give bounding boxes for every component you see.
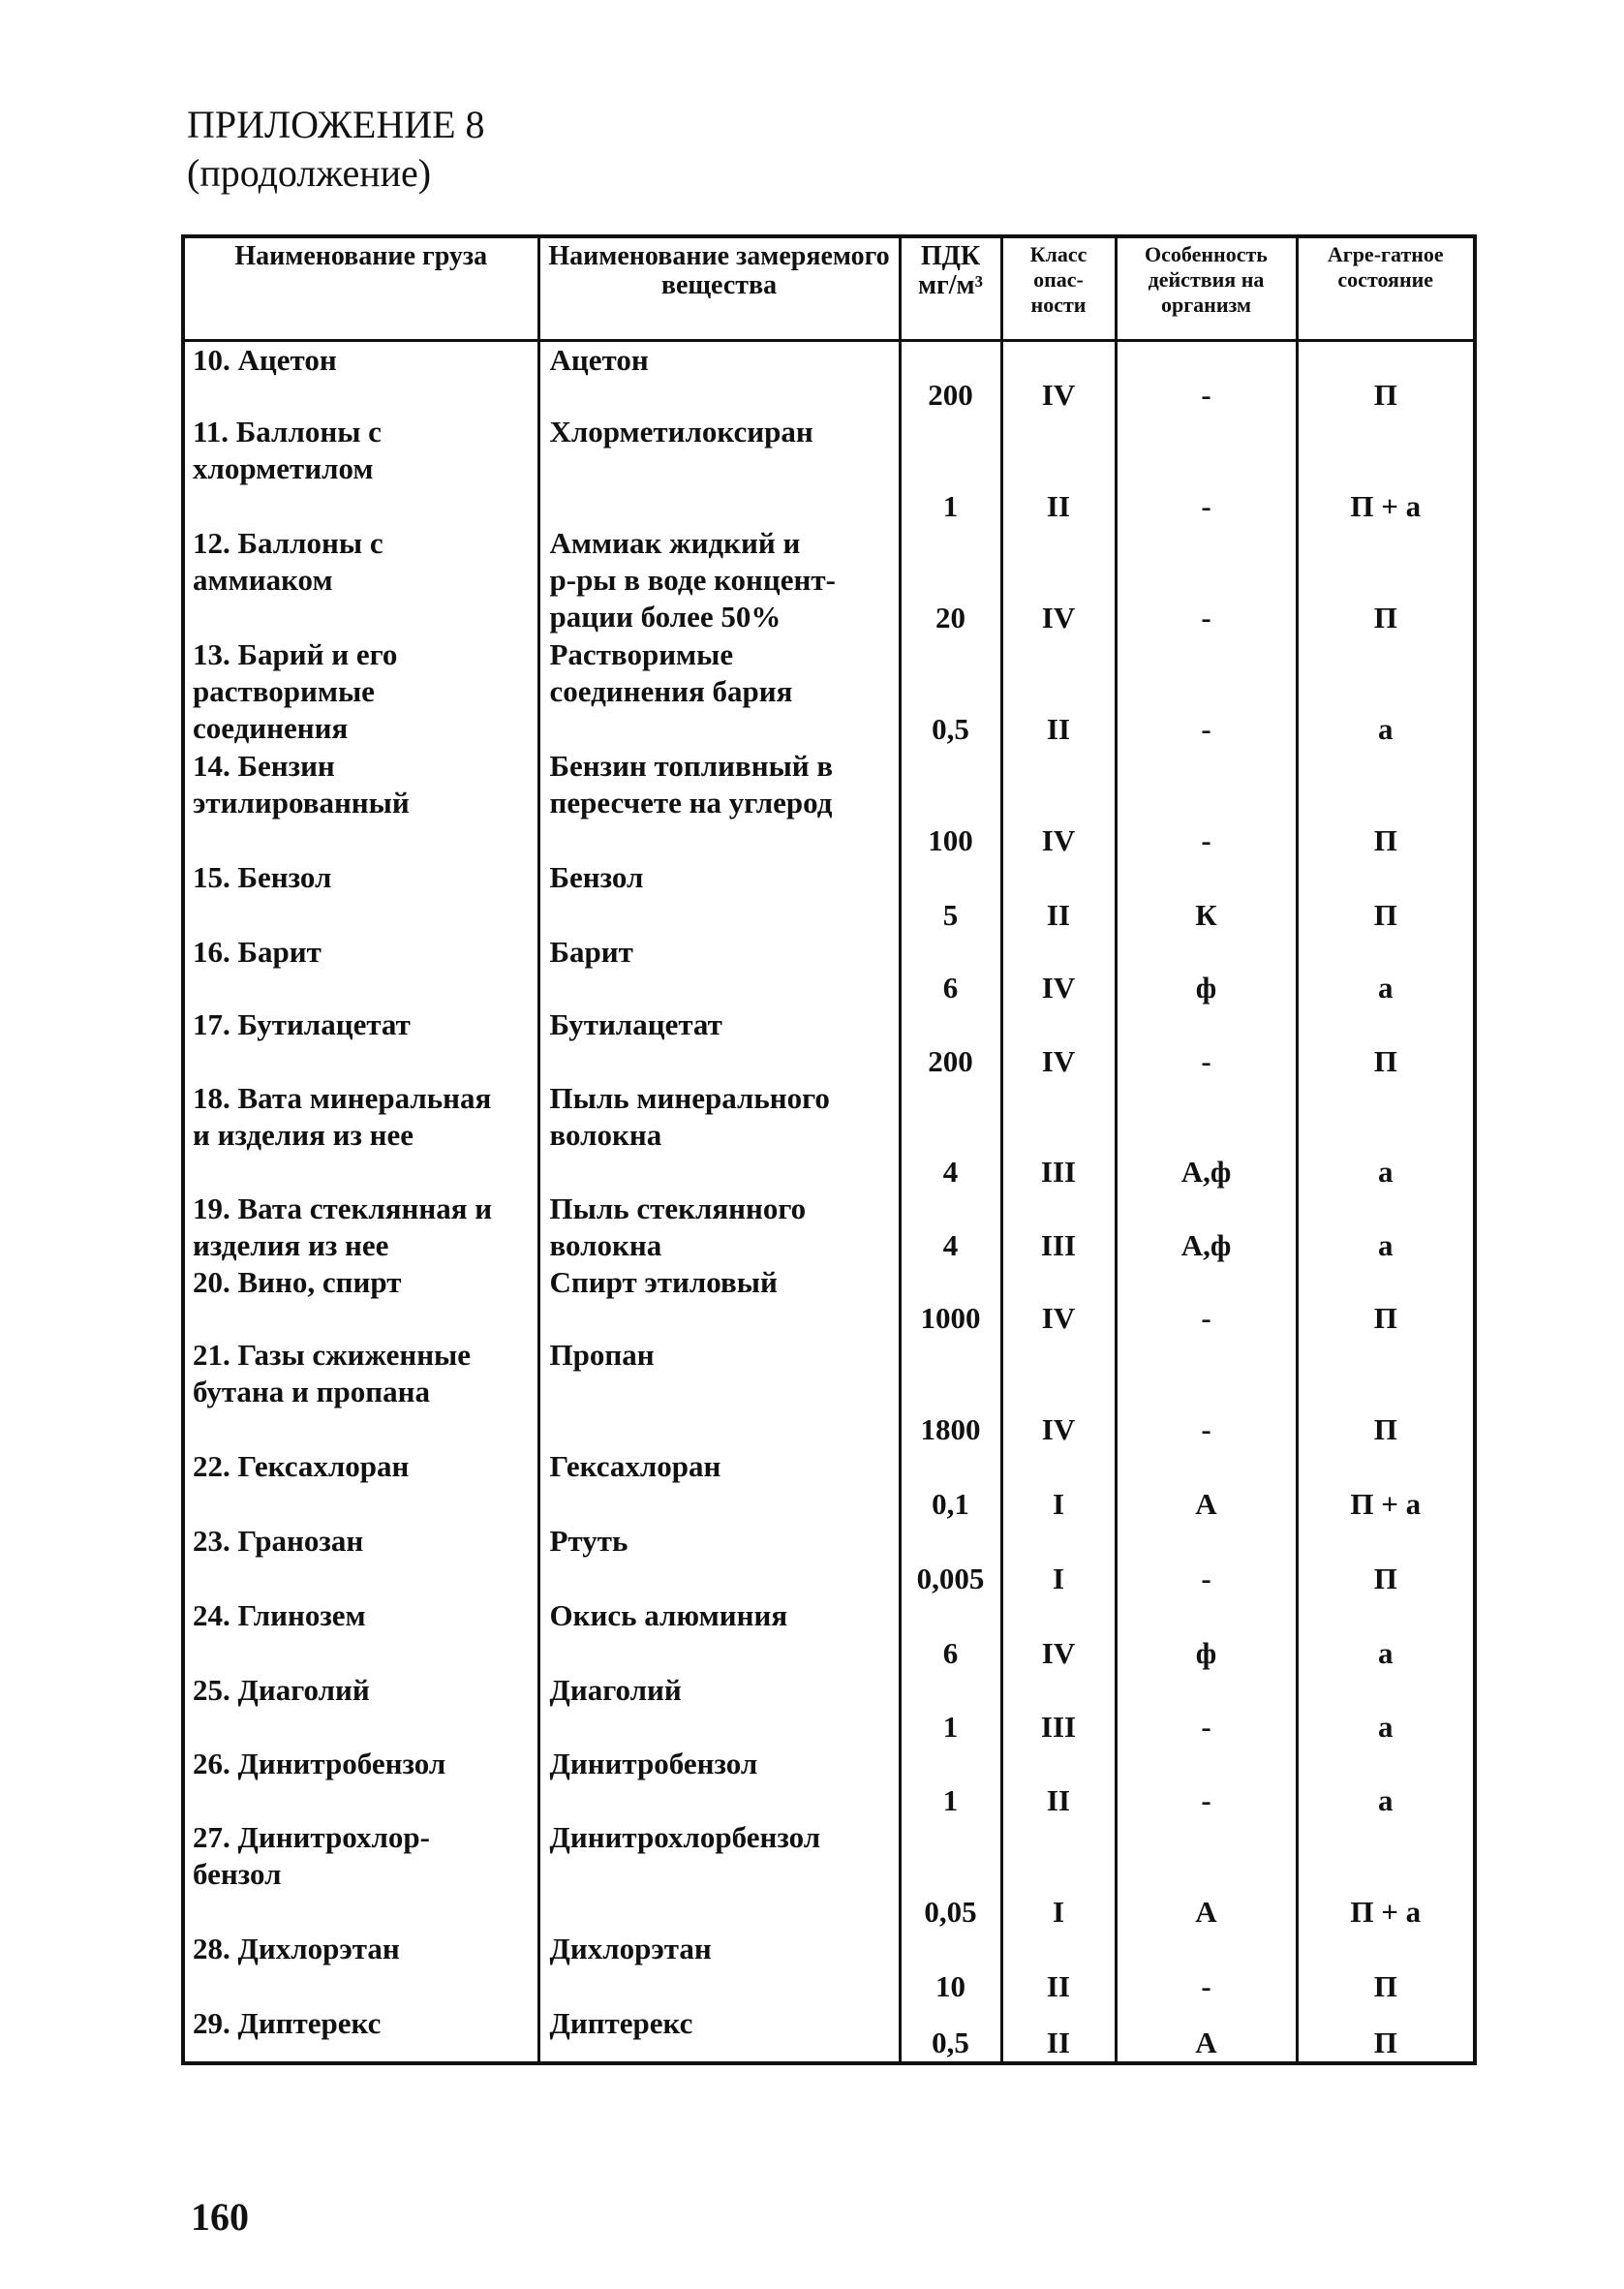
pdk-cell: 200 [900,341,1001,414]
aggregate-state-cell: а [1297,1672,1475,1746]
substance-cell: Диаголий [538,1672,900,1746]
hazard-class-cell: III [1001,1672,1116,1746]
cargo-name-cell: 11. Баллоны с хлорметилом [183,414,538,525]
cargo-name-cell: 16. Барит [183,934,538,1006]
aggregate-state-cell: П [1297,525,1475,636]
cargo-name-cell: 21. Газы сжиженные бутана и пропана [183,1337,538,1448]
table-row [183,1264,1475,1337]
effect-cell: ф [1116,934,1297,1006]
hazard-class-cell: II [1001,636,1116,748]
cargo-name-cell: 29. Диптерекс [183,2005,538,2063]
pdk-cell: 200 [900,1006,1001,1080]
substance-cell: Пыль минерального волокна [538,1080,900,1191]
hazard-class-cell: II [1001,1931,1116,2005]
substance-cell: Динитрохлорбензол [538,1819,900,1931]
effect-cell: А [1116,2005,1297,2063]
appendix-title: ПРИЛОЖЕНИЕ 8 [187,103,485,146]
header-effect: Особенность действия на организм [1116,236,1297,341]
table-row [183,1448,1475,1523]
substance-cell: Растворимые соединения бария [538,636,900,748]
effect-cell: А,ф [1116,1080,1297,1191]
hazard-class-cell: III [1001,1191,1116,1264]
table-header [183,236,1475,341]
substance-cell: Ацетон [538,341,900,414]
cargo-name-cell: 18. Вата минеральная и изделия из нее [183,1080,538,1191]
table-row [183,1191,1475,1264]
header-cargo-name: Наименование груза [183,236,538,341]
aggregate-state-cell: П [1297,859,1475,934]
substance-cell: Пропан [538,1337,900,1448]
substance-cell: Бутилацетат [538,1006,900,1080]
pdk-cell: 1 [900,414,1001,525]
substance-cell: Ртуть [538,1523,900,1597]
effect-cell: ф [1116,1597,1297,1672]
effect-cell: А,ф [1116,1191,1297,1264]
table-row [183,525,1475,636]
cargo-name-cell: 19. Вата стеклянная и изделия из нее [183,1191,538,1264]
substance-cell: Аммиак жидкий и р-ры в воде концент- рации более 50% [538,525,900,636]
table-row [183,1746,1475,1819]
aggregate-state-cell: а [1297,1080,1475,1191]
substance-cell: Дихлорэтан [538,1931,900,2005]
effect-cell: - [1116,1746,1297,1819]
pdk-cell: 6 [900,934,1001,1006]
hazard-class-cell: II [1001,414,1116,525]
aggregate-state-cell: П [1297,1523,1475,1597]
table-body [183,341,1475,2063]
aggregate-state-cell: П + а [1297,414,1475,525]
hazard-class-cell: IV [1001,1337,1116,1448]
cargo-name-cell: 23. Гранозан [183,1523,538,1597]
appendix-heading [187,101,485,198]
cargo-hazard-table [181,234,1477,2065]
page-number: 160 [191,2195,249,2239]
pdk-cell: 10 [900,1931,1001,2005]
cargo-name-cell: 17. Бутилацетат [183,1006,538,1080]
effect-cell: - [1116,1337,1297,1448]
pdk-cell: 1800 [900,1337,1001,1448]
pdk-cell: 0,1 [900,1448,1001,1523]
effect-cell: К [1116,859,1297,934]
pdk-cell: 1 [900,1672,1001,1746]
cargo-name-cell: 12. Баллоны с аммиаком [183,525,538,636]
aggregate-state-cell: П [1297,341,1475,414]
aggregate-state-cell: П [1297,2005,1475,2063]
header-row [183,236,1475,341]
substance-cell: Динитробензол [538,1746,900,1819]
aggregate-state-cell: П + а [1297,1448,1475,1523]
effect-cell: - [1116,1523,1297,1597]
table-row [183,1672,1475,1746]
hazard-class-cell: IV [1001,525,1116,636]
cargo-name-cell: 27. Динитрохлор- бензол [183,1819,538,1931]
pdk-cell: 6 [900,1597,1001,1672]
hazard-class-cell: IV [1001,748,1116,859]
effect-cell: - [1116,414,1297,525]
effect-cell: - [1116,1006,1297,1080]
aggregate-state-cell: П [1297,1931,1475,2005]
cargo-name-cell: 15. Бензол [183,859,538,934]
hazard-class-cell: I [1001,1819,1116,1931]
pdk-cell: 0,5 [900,636,1001,748]
aggregate-state-cell: П [1297,748,1475,859]
cargo-name-cell: 10. Ацетон [183,341,538,414]
effect-cell: - [1116,341,1297,414]
substance-cell: Пыль стеклянного волокна [538,1191,900,1264]
aggregate-state-cell: П [1297,1006,1475,1080]
aggregate-state-cell: П [1297,1264,1475,1337]
table-row [183,636,1475,748]
hazard-class-cell: III [1001,1080,1116,1191]
pdk-cell: 100 [900,748,1001,859]
substance-cell: Барит [538,934,900,1006]
hazard-class-cell: IV [1001,1264,1116,1337]
substance-cell: Бензин топливный в пересчете на углерод [538,748,900,859]
table-row [183,1080,1475,1191]
pdk-cell: 0,05 [900,1819,1001,1931]
effect-cell: - [1116,1931,1297,2005]
pdk-cell: 4 [900,1080,1001,1191]
hazard-class-cell: IV [1001,934,1116,1006]
header-substance-name: Наименование замеряемого вещества [538,236,900,341]
cargo-name-cell: 20. Вино, спирт [183,1264,538,1337]
pdk-cell: 0,005 [900,1523,1001,1597]
hazard-class-cell: I [1001,1448,1116,1523]
table-row [183,2005,1475,2063]
hazard-class-cell: II [1001,859,1116,934]
effect-cell: - [1116,636,1297,748]
cargo-name-cell: 24. Глинозем [183,1597,538,1672]
table-row [183,414,1475,525]
pdk-cell: 1000 [900,1264,1001,1337]
header-hazard-class: Класс опас-ности [1001,236,1116,341]
pdk-cell: 0,5 [900,2005,1001,2063]
table-row [183,1819,1475,1931]
table-row [183,1006,1475,1080]
effect-cell: - [1116,1264,1297,1337]
aggregate-state-cell: а [1297,934,1475,1006]
effect-cell: А [1116,1819,1297,1931]
substance-cell: Спирт этиловый [538,1264,900,1337]
substance-cell: Бензол [538,859,900,934]
effect-cell: А [1116,1448,1297,1523]
substance-cell: Хлорметилоксиран [538,414,900,525]
hazard-class-cell: II [1001,1746,1116,1819]
aggregate-state-cell: а [1297,1746,1475,1819]
table-row [183,1931,1475,2005]
hazard-class-cell: IV [1001,341,1116,414]
header-pdk: ПДК мг/м³ [900,236,1001,341]
table-row [183,1337,1475,1448]
cargo-name-cell: 26. Динитробензол [183,1746,538,1819]
substance-cell: Гексахлоран [538,1448,900,1523]
aggregate-state-cell: а [1297,1597,1475,1672]
pdk-cell: 5 [900,859,1001,934]
hazard-class-cell: IV [1001,1006,1116,1080]
effect-cell: - [1116,525,1297,636]
pdk-cell: 20 [900,525,1001,636]
hazard-class-cell: I [1001,1523,1116,1597]
pdk-cell: 1 [900,1746,1001,1819]
cargo-name-cell: 28. Дихлорэтан [183,1931,538,2005]
table-row [183,341,1475,414]
aggregate-state-cell: а [1297,1191,1475,1264]
cargo-name-cell: 22. Гексахлоран [183,1448,538,1523]
appendix-subtitle: (продолжение) [187,151,432,195]
effect-cell: - [1116,748,1297,859]
hazard-class-cell: IV [1001,1597,1116,1672]
effect-cell: - [1116,1672,1297,1746]
aggregate-state-cell: П + а [1297,1819,1475,1931]
aggregate-state-cell: П [1297,1337,1475,1448]
cargo-name-cell: 25. Диаголий [183,1672,538,1746]
hazard-class-cell: II [1001,2005,1116,2063]
table-row [183,1523,1475,1597]
header-aggregate-state: Агре-гатное состояние [1297,236,1475,341]
aggregate-state-cell: а [1297,636,1475,748]
substance-cell: Диптерекс [538,2005,900,2063]
substance-cell: Окись алюминия [538,1597,900,1672]
table-row [183,859,1475,934]
cargo-name-cell: 13. Барий и его растворимые соединения [183,636,538,748]
pdk-cell: 4 [900,1191,1001,1264]
table-row [183,1597,1475,1672]
table-row [183,934,1475,1006]
cargo-name-cell: 14. Бензин этилированный [183,748,538,859]
table-row [183,748,1475,859]
